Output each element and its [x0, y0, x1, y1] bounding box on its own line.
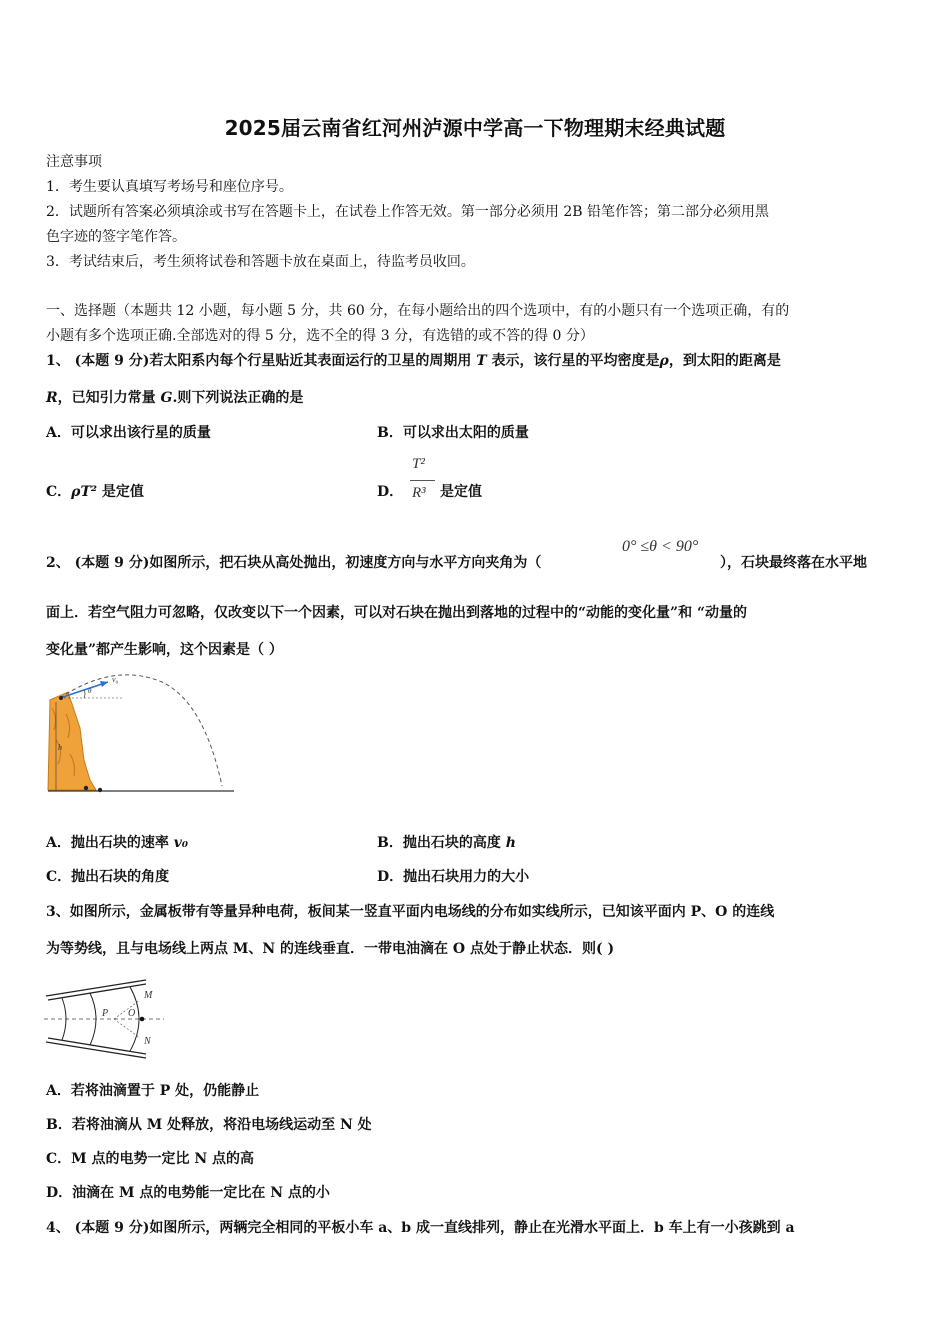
q2-figure-label-v0: v₀: [112, 675, 119, 684]
q2-figure-label-h: h: [58, 743, 62, 752]
q1-symbol-R: R: [46, 390, 58, 406]
q1-symbol-T: T: [476, 353, 487, 369]
q1-text-c: ，到太阳的距离是: [668, 353, 781, 369]
notice-item-2-cont: 色字迹的签字笔作答。: [46, 229, 186, 245]
q3-option-c: C．M 点的电势一定比 N 点的高: [46, 1151, 255, 1167]
q3-line-1: 3、如图所示，金属板带有等量异种电荷，板间某一竖直平面内电场线的分布如实线所示，已知该平面内 P、O 的连线: [46, 904, 775, 920]
q3-field-figure: [44, 978, 168, 1062]
q1-option-c-expr: ρT²: [71, 484, 98, 500]
q3-option-a: A．若将油滴置于 P 处，仍能静止: [46, 1083, 260, 1099]
q1-option-d-label: D．: [377, 484, 404, 500]
q1-option-c-label: C．: [46, 484, 72, 500]
q2-option-b-symbol: h: [505, 835, 516, 851]
q1-option-a: A．可以求出该行星的质量: [46, 425, 211, 441]
q1-symbol-G: G: [160, 390, 173, 406]
section-instructions-line-1: 一、选择题（本题共 12 小题，每小题 5 分，共 60 分，在每小题给出的四个选项中，有的小题只有一个选项正确，有的: [46, 303, 790, 319]
q2-option-a-symbol: v₀: [173, 835, 189, 851]
q4-line-1: 4、 (本题 9 分)如图所示，两辆完全相同的平板小车 a、b 成一直线排列，静止在光滑水平面上．b 车上有一小孩跳到 a: [46, 1220, 795, 1236]
q3-figure-label-o: O: [128, 1008, 136, 1019]
q1-line-2: [46, 388, 303, 408]
q1-line-1: [46, 351, 781, 371]
q1-option-d-denominator: R³: [412, 485, 426, 501]
q1-option-b: B．可以求出太阳的质量: [377, 425, 529, 441]
notice-item-3: 3．考试结束后，考生须将试卷和答题卡放在桌面上，待监考员收回。: [46, 254, 475, 270]
q1-option-c: [46, 482, 144, 502]
q2-line-3: 变化量”都产生影响，这个因素是（ ）: [46, 642, 283, 658]
q3-figure-label-m: M: [144, 990, 153, 1001]
q2-option-b-text: B．抛出石块的高度: [377, 835, 506, 851]
q1-text-d: ，已知引力常量: [57, 390, 161, 406]
section-instructions-line-2: 小题有多个选项正确.全部选对的得 5 分，选不全的得 3 分，有选错的或不答的得 0 分）: [46, 328, 594, 344]
q3-figure-label-p: P: [102, 1008, 109, 1019]
q1-text-b: 表示，该行星的平均密度是: [486, 353, 660, 369]
q2-line-2: 面上．若空气阻力可忽略，仅改变以下一个因素，可以对石块在抛出到落地的过程中的“动能的变化量”和 “动量的: [46, 605, 748, 621]
q2-figure-label-theta: θ: [88, 687, 92, 695]
q2-option-c: C．抛出石块的角度: [46, 869, 170, 885]
q1-text-a: 1、 (本题 9 分)若太阳系内每个行星贴近其表面运行的卫星的周期用: [46, 353, 477, 369]
q1-option-d-text: 是定值: [440, 484, 482, 500]
q3-line-2: 为等势线，且与电场线上两点 M、N 的连线垂直．一带电油滴在 O 点处于静止状态．则( ): [46, 941, 615, 957]
q3-option-d: D．油滴在 M 点的电势能一定比在 N 点的小: [46, 1185, 330, 1201]
q2-option-d: D．抛出石块用力的大小: [377, 869, 530, 885]
q1-option-c-text: 是定值: [97, 484, 144, 500]
q1-option-d-fraction-bar: [410, 480, 435, 481]
q2-line-1-b: ），石块最终落在水平地: [720, 555, 867, 571]
notice-item-2: 2．试题所有答案必须填涂或书写在答题卡上，在试卷上作答无效。第一部分必须用 2B 铅笔作答；第二部分必须用黑: [46, 204, 769, 220]
q1-symbol-rho: ρ: [659, 353, 669, 369]
q2-projectile-figure: [44, 668, 240, 798]
page-title: 2025届云南省红河州泸源中学高一下物理期末经典试题: [224, 116, 726, 140]
q3-figure-label-n: N: [144, 1036, 151, 1047]
q3-option-b: B．若将油滴从 M 处释放，将沿电场线运动至 N 处: [46, 1117, 372, 1133]
q1-option-d-numerator: T²: [412, 456, 425, 472]
q1-text-e: .则下列说法正确的是: [172, 390, 304, 406]
q2-line-1-a: 2、 (本题 9 分)如图所示，把石块从高处抛出，初速度方向与水平方向夹角为（: [46, 555, 542, 571]
q2-angle-range: 0° ≤θ < 90°: [622, 538, 699, 555]
q2-option-b: [377, 833, 516, 853]
notice-heading: 注意事项: [46, 154, 102, 170]
q2-option-a: [46, 833, 188, 853]
notice-item-1: 1．考生要认真填写考场号和座位序号。: [46, 179, 293, 195]
q2-option-a-text: A．抛出石块的速率: [46, 835, 174, 851]
